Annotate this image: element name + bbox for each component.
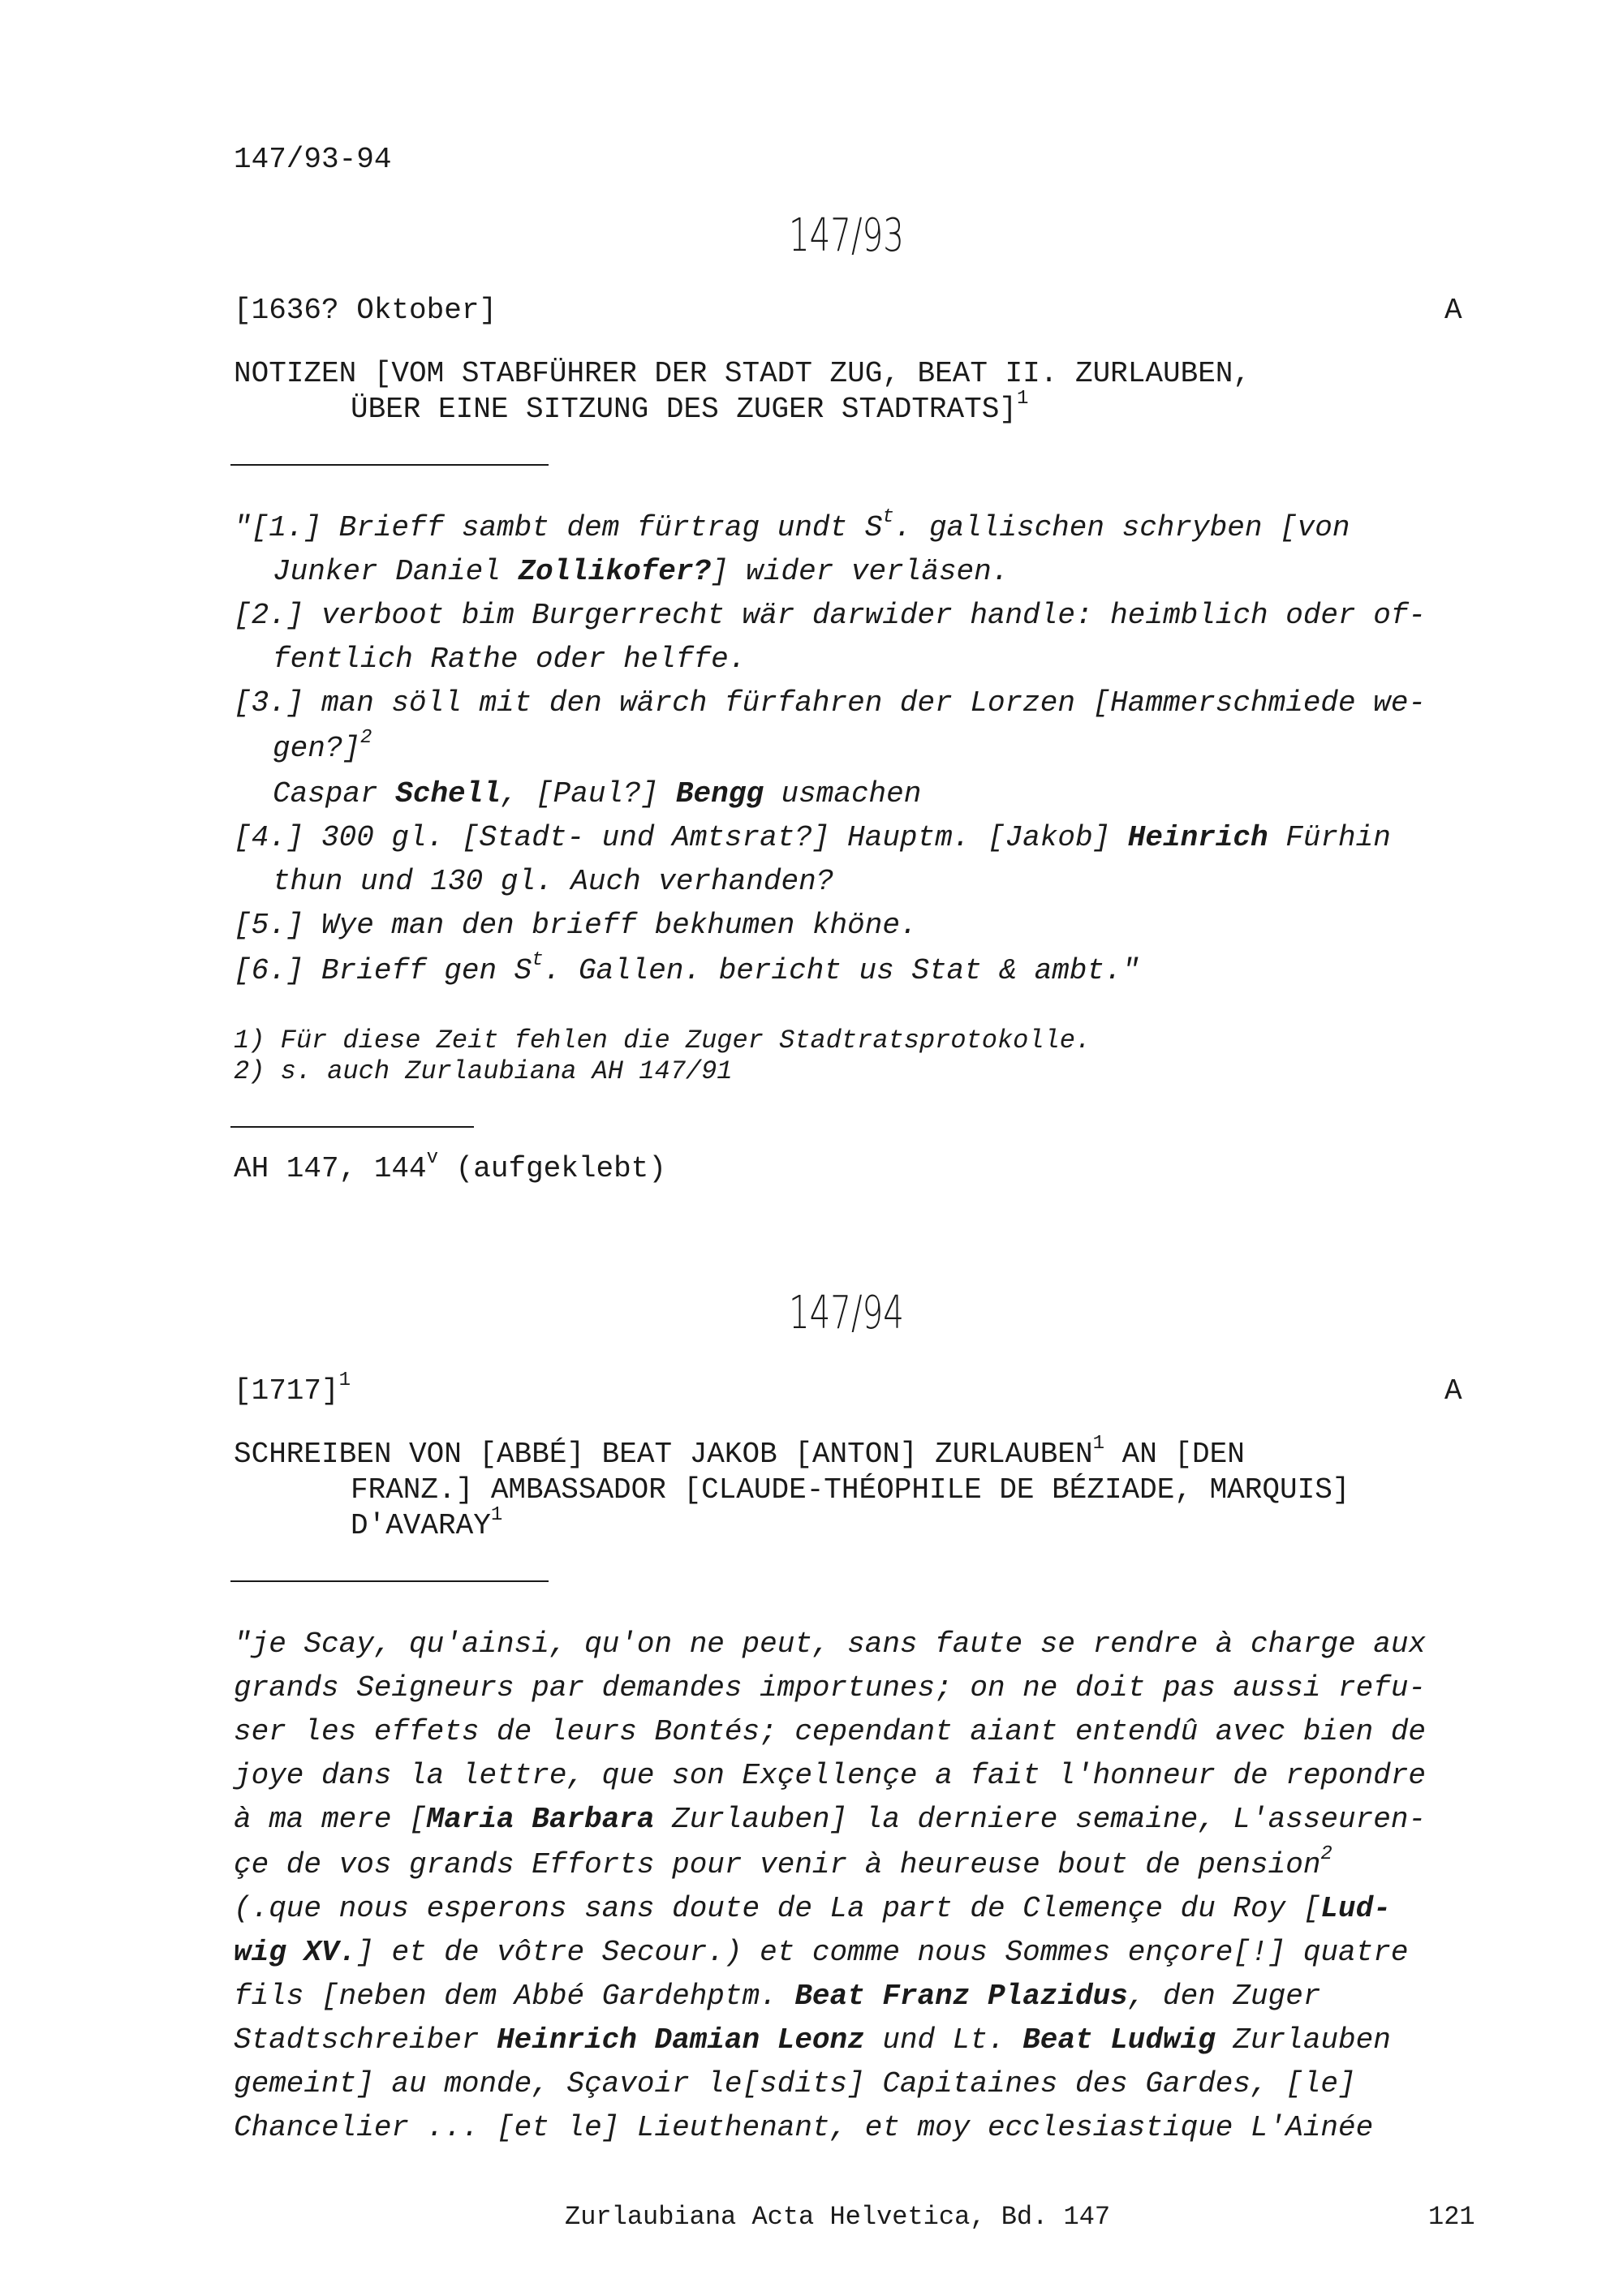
text-line: Junker Daniel Zollikofer?] wider verläsen. [273,555,1010,588]
text-line: [3.] man söll mit den wärch fürfahren der Lorzen [Hammerschmiede we- [234,686,1427,720]
person-name: Bengg [675,777,764,810]
text-line: Chancelier ... [et le] Lieuthenant, et moy ecclesiastique L'Ainée [234,2111,1374,2144]
entry-date: [1636? Oktober] [234,294,497,327]
entry-date: $[1717]^1$ [234,1369,351,1408]
text-line: thun und 130 gl. Auch verhanden? [273,865,834,898]
person-name: Heinrich [1127,821,1268,854]
title-line: NOTIZEN [VOM STABFÜHRER DER STADT ZUG, BEAT II. ZURLAUBEN, [234,357,1251,390]
person-name: wig XV. [234,1936,357,1969]
footnote-ref: 1 [490,1504,503,1526]
source-reference: AH 147, 144$^v$ (aufgeklebt) [234,1147,666,1185]
text-line: gemeint] au monde, Sçavoir le[sdits] Capitaines des Gardes, [le] [234,2067,1356,2100]
text-line: fentlich Rathe oder helffe. [273,643,747,676]
entry-title-continued: FRANZ.] AMBASSADOR [CLAUDE-THÉOPHILE DE BÉZIADE, MARQUIS] [351,1473,1350,1507]
text-line: gen?]$^2$ [273,727,372,765]
text-line: çe de vos grands Efforts pour venir à heureuse bout de pension$^2$ [234,1843,1332,1881]
entry-class: A [1444,1374,1462,1408]
entry-class: A [1444,294,1462,327]
person-name: Beat Ludwig [1022,2023,1216,2057]
person-name: Zollikofer? [518,555,712,588]
text-line: [6.] Brieff gen $S^t$. Gallen. bericht us Stat & ambt." [234,949,1140,987]
text-line: "[1.] Brieff sambt dem fürtrag undt $S^t$. gallischen schryben [von [234,506,1350,544]
text-line: Stadtschreiber Heinrich Damian Leonz und Lt. Beat Ludwig Zurlauben [234,2023,1391,2057]
entry-title: SCHREIBEN VON [ABBÉ] BEAT JAKOB [ANTON] ZURLAUBEN$^1$ AN [DEN [234,1433,1245,1471]
footnote: 2) s. auch Zurlaubiana AH 147/91 [234,1056,733,1086]
footer-publication: Zurlaubiana Acta Helvetica, Bd. 147 [565,2202,1111,2232]
entry-number: 147/93 [789,209,904,262]
entry-title-continued: D'AVARAY$^1$ [351,1504,503,1542]
person-name: Beat Franz Plazidus [794,1980,1128,2013]
divider [230,464,549,466]
entry-number: 147/94 [789,1287,904,1339]
text-line: "je Scay, qu'ainsi, qu'on ne peut, sans faute se rendre à charge aux [234,1627,1427,1661]
text-line: joye dans la lettre, que son Exçellençe a fait l'honneur de repondre [234,1759,1427,1792]
footnote-ref: 1 [338,1369,351,1391]
divider [230,1580,549,1582]
text-line: grands Seigneurs par demandes importunes; on ne doit pas aussi refu- [234,1671,1427,1705]
text-line: [2.] verboot bim Burgerrecht wär darwider handle: heimblich oder of- [234,599,1427,632]
text-line: (.que nous esperons sans doute de La part de Clemençe du Roy [Lud- [234,1892,1391,1925]
running-head: 147/93-94 [234,143,392,176]
text-line: [5.] Wye man den brieff bekhumen khöne. [234,909,918,942]
text-line: [4.] 300 gl. [Stadt- und Amtsrat?] Hauptm. [Jakob] Heinrich Fürhin [234,821,1391,854]
text-line: wig XV.] et de vôtre Secour.) et comme nous Sommes ençore[!] quatre [234,1936,1409,1969]
divider [230,1126,474,1128]
person-name: Lud- [1320,1892,1391,1925]
text-line: à ma mere [Maria Barbara Zurlauben] la derniere semaine, L'asseuren- [234,1803,1427,1836]
text-line: Caspar Schell, [Paul?] Bengg usmachen [273,777,922,810]
footnote-ref: 1 [1092,1433,1104,1455]
person-name: Maria Barbara [426,1803,655,1836]
entry-title [234,357,1251,390]
person-name: Schell [395,777,501,810]
page-number: 121 [1428,2202,1475,2232]
entry-title-continued [351,388,1029,426]
person-name: Heinrich Damian Leonz [497,2023,865,2057]
title-line: ÜBER EINE SITZUNG DES ZUGER STADTRATS] [351,393,1017,426]
text-line: ser les effets de leurs Bontés; cependant aiant entendû avec bien de [234,1715,1427,1748]
footnote: 1) Für diese Zeit fehlen die Zuger Stadtratsprotokolle. [234,1025,1091,1056]
footnote-ref: 1 [1016,388,1029,410]
text-line: fils [neben dem Abbé Gardehptm. Beat Franz Plazidus, den Zuger [234,1980,1321,2013]
